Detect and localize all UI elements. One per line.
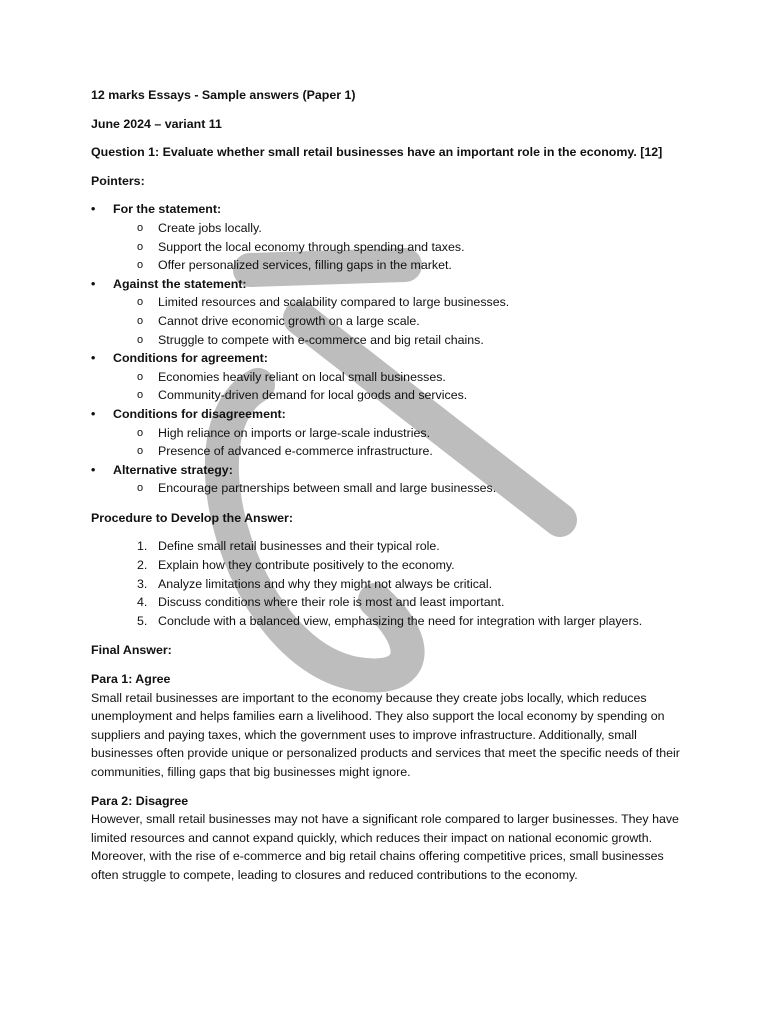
pointer-sublist: [113, 424, 691, 461]
procedure-step-text: Conclude with a balanced view, emphasizing the need for integration with larger players.: [158, 613, 643, 628]
procedure-step-text: Explain how they contribute positively to the economy.: [158, 558, 455, 573]
pointer-group: [91, 275, 691, 349]
answer-paragraphs: [91, 670, 691, 885]
pointer-sublist: [113, 219, 691, 275]
document-page: [91, 86, 691, 895]
paragraph-body: Small retail businesses are important to the economy because they create jobs locally, which reduces unemployment and helps families earn a livelihood. They also support the local economy by spending on suppliers and paying taxes, which the government uses to improve infrastructure. Additionally, small businesses often provide unique or personalized products and services that meet the specific needs of their communities, filling gaps that big businesses might ignore.: [91, 690, 680, 779]
pointer-group-label: For the statement:: [113, 202, 222, 217]
pointer-item: o High reliance on imports or large-scale industries.: [113, 424, 691, 443]
pointer-item: o Encourage partnerships between small and large businesses.: [113, 479, 691, 498]
pointer-item: o Struggle to compete with e-commerce and big retail chains.: [113, 331, 691, 350]
procedure-step: [91, 575, 691, 594]
pointer-sublist: [113, 479, 691, 498]
pointer-item: o Create jobs locally.: [113, 219, 691, 238]
pointer-item: o Presence of advanced e-commerce infrastructure.: [113, 442, 691, 461]
procedure-step: [91, 612, 691, 631]
pointer-item: o Cannot drive economic growth on a large scale.: [113, 312, 691, 331]
pointer-group-label: Against the statement:: [113, 276, 247, 291]
answer-paragraph: [91, 670, 691, 782]
pointer-sublist: [113, 293, 691, 349]
pointer-item: o Support the local economy through spending and taxes.: [113, 238, 691, 257]
procedure-step-number: 3.: [137, 576, 148, 591]
pointer-sublist: [113, 368, 691, 405]
procedure-step-number: 1.: [137, 539, 148, 554]
procedure-step-number: 4.: [137, 595, 148, 610]
pointer-item: o Offer personalized services, filling gaps in the market.: [113, 256, 691, 275]
procedure-step: [91, 537, 691, 556]
pointer-item: o Limited resources and scalability compared to large businesses.: [113, 293, 691, 312]
pointer-item: o Community-driven demand for local goods and services.: [113, 386, 691, 405]
pointer-group: [91, 405, 691, 461]
procedure-heading: Procedure to Develop the Answer:: [91, 510, 293, 525]
pointer-group: [91, 461, 691, 498]
pointer-item: o Economies heavily reliant on local small businesses.: [113, 368, 691, 387]
procedure-step-text: Define small retail businesses and their typical role.: [158, 539, 440, 554]
pointer-group-label: Alternative strategy:: [113, 462, 233, 477]
final-answer-heading: Final Answer:: [91, 643, 172, 658]
answer-paragraph: [91, 792, 691, 885]
procedure-step: [91, 556, 691, 575]
procedure-step-text: Analyze limitations and why they might not always be critical.: [158, 576, 493, 591]
document-title: 12 marks Essays - Sample answers (Paper 1): [91, 88, 356, 102]
procedure-list: [91, 537, 691, 630]
paragraph-body: However, small retail businesses may not have a significant role compared to larger businesses. They have limited resources and cannot expand quickly, which reduces their impact on national economic growth. Moreover, with the rise of e-commerce and big retail chains offering competitive prices, small businesses often struggle to compete, leading to closures and reduced contributions to the economy.: [91, 812, 679, 882]
pointer-group-label: Conditions for disagreement:: [113, 406, 286, 421]
pointers-heading: Pointers:: [91, 173, 145, 188]
pointer-group-label: Conditions for agreement:: [113, 351, 268, 366]
paragraph-heading: Para 1: Agree: [91, 672, 171, 687]
question-text: Question 1: Evaluate whether small retail businesses have an important role in the economy. [12]: [91, 145, 663, 160]
pointer-group: [91, 200, 691, 274]
pointers-list: [91, 200, 691, 498]
document-session: June 2024 – variant 11: [91, 116, 222, 131]
procedure-step-text: Discuss conditions where their role is most and least important.: [158, 595, 505, 610]
procedure-step: [91, 593, 691, 612]
pointer-group: [91, 349, 691, 405]
paragraph-heading: Para 2: Disagree: [91, 793, 189, 808]
procedure-step-number: 2.: [137, 558, 148, 573]
procedure-step-number: 5.: [137, 613, 148, 628]
